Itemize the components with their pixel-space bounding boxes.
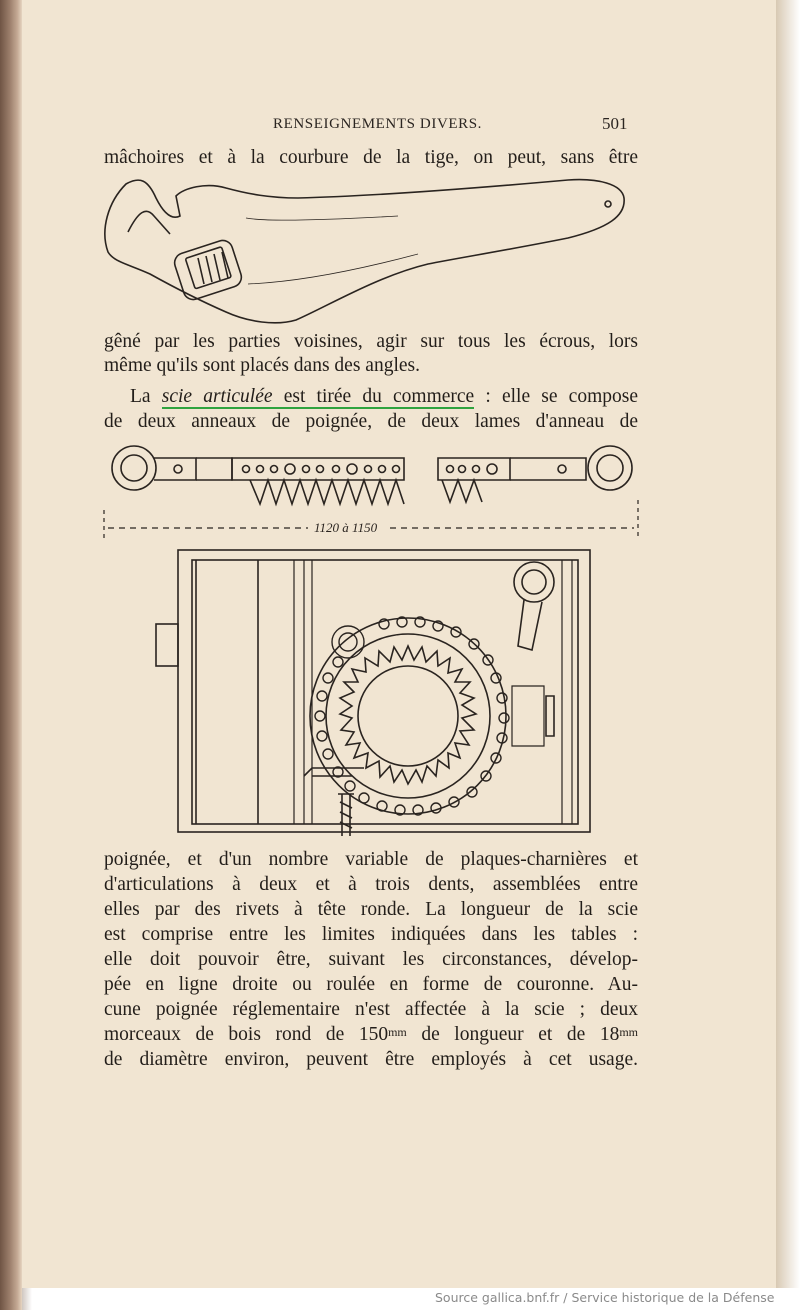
page-edge	[776, 0, 800, 1288]
dimension-label: 1120 à 1150	[314, 520, 378, 535]
saw-figure	[100, 440, 642, 544]
highlighted-rest: est tirée du commerce	[272, 386, 475, 407]
text-line-9: est comprise entre les limites indiquées dans les tables :	[104, 924, 638, 945]
text-line-14: de diamètre environ, peuvent être employés à cet usage.	[104, 1049, 638, 1070]
unit-mm-1: mm	[388, 1025, 407, 1039]
text-line-11: pée en ligne droite ou roulée en forme de couronne. Au-	[104, 974, 638, 995]
text-line-3: même qu'ils sont placés dans des angles.	[104, 355, 420, 376]
text-line-13-b: de longueur et de 18	[406, 1024, 620, 1045]
text-line-13	[104, 1023, 638, 1047]
page-number: 501	[602, 114, 628, 133]
text-line-10: elle doit pouvoir être, suivant les circonstances, dévelop-	[104, 949, 638, 970]
unit-mm-2: mm	[619, 1025, 639, 1039]
text-line-12: cune poignée réglementaire n'est affectée à la scie ; deux	[104, 999, 638, 1020]
text-line-5: de deux anneaux de poignée, de deux lames d'anneau de	[104, 411, 638, 432]
text-line-8: elles par des rivets à tête ronde. La longueur de la scie	[104, 899, 638, 920]
text-line-4-start: La	[130, 386, 162, 407]
book-spine	[0, 0, 22, 1310]
text-line-4-end: : elle se compose	[474, 386, 638, 407]
text-line-2: gêné par les parties voisines, agir sur tous les écrous, lors	[104, 331, 638, 352]
text-line-7: d'articulations à deux et à trois dents, assemblées entre	[104, 874, 638, 895]
saw-case-figure	[152, 546, 596, 846]
running-title: RENSEIGNEMENTS DIVERS.	[273, 116, 483, 132]
text-line-1: mâchoires et à la courbure de la tige, on peut, sans être	[104, 147, 638, 168]
highlighted-phrase	[162, 386, 474, 409]
wrench-figure	[98, 172, 638, 332]
text-line-4	[130, 385, 638, 409]
italic-term: scie articulée	[161, 386, 273, 407]
source-footer: Source gallica.bnf.fr / Service historique de la Défense	[435, 1290, 775, 1305]
text-line-6: poignée, et d'un nombre variable de plaques-charnières et	[104, 849, 638, 870]
text-line-13-a: morceaux de bois rond de 150	[104, 1024, 389, 1045]
